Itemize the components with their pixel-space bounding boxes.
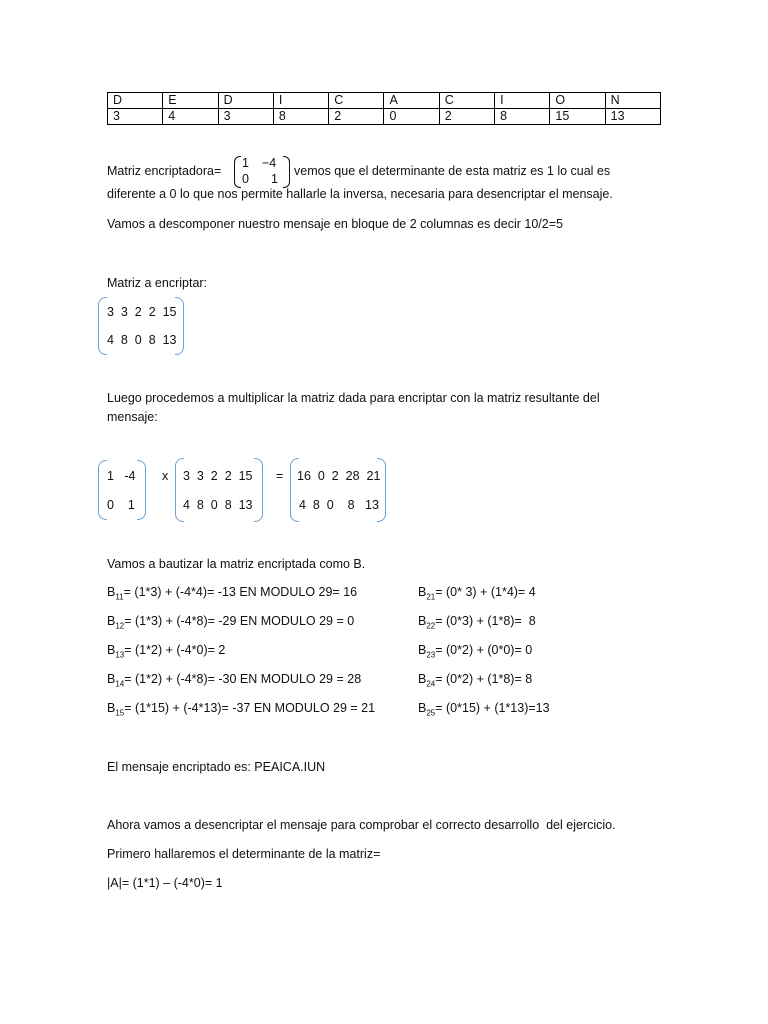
matrix-cell: 1	[271, 172, 278, 186]
b-subscript: 15	[115, 708, 125, 718]
b-equation: = (0*2) + (1*8)= 8	[435, 672, 533, 686]
b-equation: = (1*2) + (-4*0)= 2	[124, 643, 226, 657]
b-entry	[107, 643, 225, 660]
table-cell: D	[108, 93, 163, 109]
table-cell: 4	[163, 109, 218, 125]
b-subscript: 13	[115, 650, 125, 660]
right-paren	[254, 458, 263, 522]
table-cell: E	[163, 93, 218, 109]
b-entry	[418, 585, 536, 602]
matrix-to-encrypt-title: Matriz a encriptar:	[107, 276, 208, 290]
table-cell: 8	[273, 109, 328, 125]
matrix-row: 4 8 0 8 13	[299, 498, 379, 512]
table-row-numbers	[108, 109, 661, 125]
b-entry	[107, 614, 354, 631]
table-cell: 15	[550, 109, 605, 125]
b-symbol: B	[418, 672, 427, 686]
b-equation: = (0*15) + (1*13)=13	[435, 701, 550, 715]
table-cell: 0	[384, 109, 439, 125]
table-cell: C	[329, 93, 384, 109]
b-entry	[107, 585, 357, 602]
b-entry	[107, 701, 375, 718]
inline-matrix	[234, 156, 290, 188]
table-cell: N	[605, 93, 660, 109]
b-symbol: B	[418, 585, 427, 599]
b-subscript: 11	[115, 592, 124, 602]
decrypt-intro: Ahora vamos a desencriptar el mensaje para comprobar el correcto desarrollo del ejercicio.	[107, 818, 616, 832]
table-cell: D	[218, 93, 273, 109]
left-paren	[175, 458, 184, 522]
intro-line2: diferente a 0 lo que nos permite hallarle la inversa, necesaria para desencriptar el mensaje.	[107, 187, 613, 201]
right-paren	[377, 458, 386, 522]
b-subscript: 21	[426, 592, 436, 602]
b-equation: = (0*2) + (0*0)= 0	[435, 643, 533, 657]
times-sign: x	[162, 469, 169, 483]
b-equation: = (1*15) + (-4*13)= -37 EN MODULO 29 = 21	[124, 701, 376, 715]
left-paren	[290, 458, 299, 522]
matrix-cell: 1	[242, 156, 249, 170]
matrix-row: 0 1	[107, 498, 135, 512]
b-symbol: B	[107, 672, 116, 686]
determinant-intro: Primero hallaremos el determinante de la matriz=	[107, 847, 381, 861]
b-equation: = (1*3) + (-4*4)= -13 EN MODULO 29= 16	[123, 585, 358, 599]
right-paren	[283, 156, 290, 188]
b-symbol: B	[107, 585, 116, 599]
b-symbol: B	[418, 701, 427, 715]
b-symbol: B	[418, 643, 427, 657]
b-symbol: B	[107, 614, 116, 628]
table-cell: C	[439, 93, 494, 109]
table-cell: 13	[605, 109, 660, 125]
b-symbol: B	[418, 614, 427, 628]
b-subscript: 24	[426, 679, 436, 689]
table-cell: I	[495, 93, 550, 109]
matrix-row: 3 3 2 2 15	[107, 305, 177, 319]
intro-label: Matriz encriptadora=	[107, 164, 222, 178]
matrix-row: 1 -4	[107, 469, 136, 483]
left-paren	[98, 297, 107, 355]
multiply-line2: mensaje:	[107, 410, 158, 424]
matrix-cell: −4	[262, 156, 277, 170]
b-entry	[418, 701, 550, 718]
b-subscript: 22	[426, 621, 436, 631]
b-equation: = (0* 3) + (1*4)= 4	[435, 585, 536, 599]
b-entry	[107, 672, 361, 689]
table-cell: O	[550, 93, 605, 109]
multiply-line1: Luego procedemos a multiplicar la matriz dada para encriptar con la matriz resultante del	[107, 391, 600, 405]
encrypted-matrix	[290, 458, 386, 522]
b-symbol: B	[107, 701, 116, 715]
matrix-row: 4 8 0 8 13	[183, 498, 253, 512]
table-cell: 8	[495, 109, 550, 125]
b-subscript: 25	[426, 708, 436, 718]
table-row-letters	[108, 93, 661, 109]
matrix-row: 4 8 0 8 13	[107, 333, 177, 347]
b-entry	[418, 643, 532, 660]
table-cell: 2	[439, 109, 494, 125]
table-cell: A	[384, 93, 439, 109]
b-matrix-title: Vamos a bautizar la matriz encriptada como B.	[107, 557, 366, 571]
b-entry	[418, 614, 536, 631]
table-cell: 2	[329, 109, 384, 125]
encryption-matrix	[98, 460, 146, 520]
b-subscript: 14	[115, 679, 125, 689]
b-equation: = (1*3) + (-4*8)= -29 EN MODULO 29 = 0	[124, 614, 355, 628]
determinant-formula: |A|= (1*1) – (-4*0)= 1	[107, 876, 223, 890]
b-equation: = (0*3) + (1*8)= 8	[435, 614, 536, 628]
matrix-row: 16 0 2 28 21	[297, 469, 381, 483]
left-paren	[234, 156, 241, 188]
b-subscript: 23	[426, 650, 436, 660]
table-cell: 3	[218, 109, 273, 125]
matrix-row: 3 3 2 2 15	[183, 469, 253, 483]
b-subscript: 12	[115, 621, 125, 631]
message-matrix	[175, 458, 263, 522]
b-symbol: B	[107, 643, 116, 657]
intro-line3: Vamos a descomponer nuestro mensaje en bloque de 2 columnas es decir 10/2=5	[107, 217, 563, 231]
message-matrix	[98, 297, 184, 355]
b-equation: = (1*2) + (-4*8)= -30 EN MODULO 29 = 28	[124, 672, 362, 686]
right-paren	[137, 460, 146, 520]
matrix-cell: 0	[242, 172, 249, 186]
letter-number-table	[107, 92, 661, 125]
table-cell: 3	[108, 109, 163, 125]
left-paren	[98, 460, 107, 520]
equals-sign: =	[276, 469, 284, 483]
b-entry	[418, 672, 532, 689]
table-cell: I	[273, 93, 328, 109]
intro-text: vemos que el determinante de esta matriz es 1 lo cual es	[294, 164, 611, 178]
encrypted-message: El mensaje encriptado es: PEAICA.IUN	[107, 760, 326, 774]
